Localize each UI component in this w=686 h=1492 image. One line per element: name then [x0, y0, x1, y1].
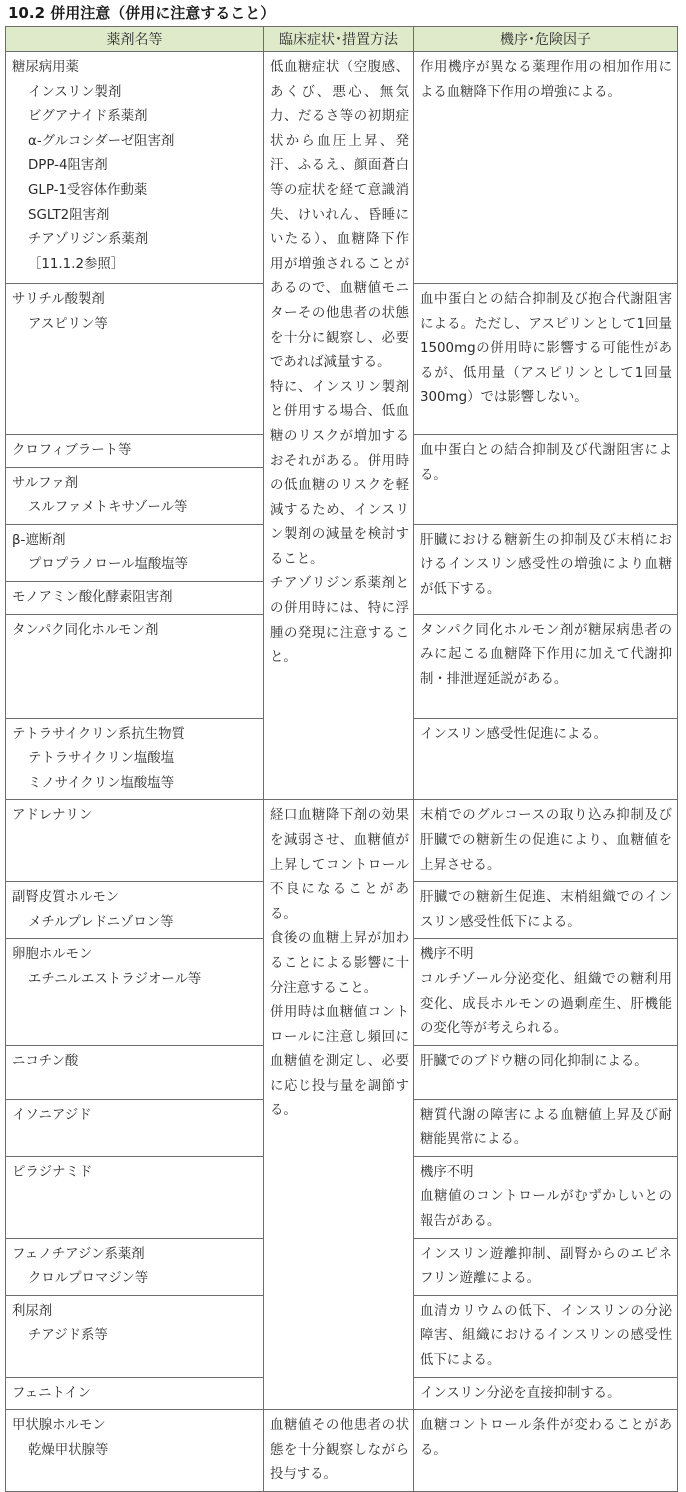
drug-name-cell — [6, 882, 264, 939]
table-header-row — [6, 27, 678, 52]
table-row — [6, 1410, 678, 1492]
drug-example: チアゾリジン系薬剤 — [28, 232, 149, 248]
drug-name: 糖尿病用薬 — [12, 60, 79, 75]
drug-example: DPP-4阻害剤 — [28, 158, 108, 174]
text-line: 作用機序が異なる薬理作用の相加作用による血糖降下作用の増強による。 — [420, 60, 672, 100]
text-line: 肝臓での糖新生促進、末梢組織でのインスリン感受性低下による。 — [420, 890, 672, 930]
drug-example: クロルプロマジン等 — [28, 1271, 149, 1287]
clinical-symptoms-cell — [264, 1410, 414, 1492]
drug-example: SGLT2阻害剤 — [28, 207, 110, 223]
text-line: 食後の血糖上昇が加わることによる影響に十分注意すること。 — [270, 931, 409, 996]
text-line: チアゾリジン系薬剤との併用時には、特に浮腫の発現に注意すること。 — [270, 576, 409, 666]
drug-name-cell — [6, 52, 264, 284]
text-line: インスリン遊離抑制、副腎からのエピネフリン遊離による。 — [420, 1246, 672, 1287]
drug-name: 卵胞ホルモン — [12, 947, 93, 963]
mechanism-cell — [414, 1410, 678, 1492]
drug-example: アスピリン等 — [28, 316, 108, 332]
drug-example: α-グルコシダーゼ阻害剤 — [28, 133, 175, 149]
drug-name: 副腎皮質ホルモン — [12, 890, 120, 906]
mechanism-cell — [414, 435, 678, 525]
drug-name: イソニアジド — [12, 1107, 92, 1123]
drug-name: フェニトイン — [12, 1385, 92, 1401]
table-row — [6, 52, 678, 284]
drug-example: ミノサイクリン塩酸塩等 — [28, 775, 175, 791]
text-line: 機序不明 — [420, 1164, 474, 1180]
drug-name-cell — [6, 939, 264, 1045]
text-line: 血中蛋白との結合抑制及び抱合代謝阻害による。ただし、アスピリンとして1回量1500mgの併用時に影響する可能性があるが、低用量（アスピリンとして1回量300mg）では影響しない。 — [420, 292, 672, 406]
mechanism-cell — [414, 52, 678, 284]
text-line: インスリン感受性促進による。 — [420, 726, 608, 742]
header-drug-name: 薬剤名等 — [6, 27, 264, 52]
drug-name-cell — [6, 614, 264, 718]
text-line: インスリン分泌を直接抑制する。 — [420, 1385, 621, 1401]
header-clinical-symptoms: 臨床症状･措置方法 — [264, 27, 414, 52]
drug-name: ピラジナミド — [12, 1164, 93, 1180]
mechanism-cell — [414, 1099, 678, 1156]
clinical-symptoms-cell — [264, 52, 414, 800]
mechanism-cell — [414, 800, 678, 882]
text-line: 血清カリウムの低下、インスリンの分泌障害、組織におけるインスリンの感受性低下による。 — [420, 1303, 672, 1369]
drug-name-cell — [6, 1045, 264, 1099]
drug-name-cell — [6, 1295, 264, 1377]
drug-name: テトラサイクリン系抗生物質 — [12, 726, 185, 742]
drug-name-cell — [6, 1410, 264, 1492]
mechanism-cell — [414, 1156, 678, 1238]
drug-example: メチルプレドニゾロン等 — [28, 914, 174, 930]
drug-name-cell — [6, 718, 264, 800]
drug-name-cell — [6, 524, 264, 581]
drug-example: プロプラノロール塩酸塩等 — [28, 557, 189, 573]
text-line: 血糖コントロール条件が変わることがある。 — [420, 1418, 672, 1458]
drug-name: ニコチン酸 — [12, 1053, 79, 1069]
text-line: 糖質代謝の障害による血糖値上昇及び耐糖能異常による。 — [420, 1107, 672, 1148]
text-line: 肝臓でのブドウ糖の同化抑制による。 — [420, 1053, 648, 1069]
drug-name: β-遮断剤 — [12, 532, 66, 548]
text-line: 経口血糖降下剤の効果を減弱させ、血糖値が上昇してコントロール不良になることがある。 — [270, 808, 409, 922]
drug-name: 利尿剤 — [12, 1303, 53, 1319]
text-line: 特に、インスリン製剤と併用する場合、低血糖のリスクが増加するおそれがある。併用時の低血糖のリスクを軽減するため、インスリン製剤の減量を検討すること。 — [270, 379, 409, 567]
drug-name: タンパク同化ホルモン剤 — [12, 622, 159, 638]
drug-example: エチニルエストラジオール等 — [28, 971, 202, 987]
drug-example: 乾燥甲状腺等 — [28, 1442, 109, 1458]
drug-name-cell — [6, 800, 264, 882]
drug-name-cell — [6, 581, 264, 614]
drug-name: サリチル酸製剤 — [12, 292, 105, 307]
drug-name-cell — [6, 284, 264, 435]
drug-name: クロフィブラート等 — [12, 443, 132, 458]
drug-name-cell — [6, 467, 264, 524]
text-line: 血中蛋白との結合抑制及び代謝阻害による。 — [420, 443, 672, 483]
drug-example: ビグアナイド系薬剤 — [28, 109, 148, 125]
drug-example: GLP-1受容体作動薬 — [28, 182, 148, 198]
drug-example: チアジド系等 — [28, 1328, 108, 1344]
section-title: 10.2 併用注意（併用に注意すること） — [8, 4, 276, 22]
text-line: 血糖値のコントロールがむずかしいとの報告がある。 — [420, 1189, 672, 1230]
text-line: タンパク同化ホルモン剤が糖尿病患者のみに起こる血糖降下作用に加えて代謝抑制・排泄遅延説がある。 — [420, 622, 672, 687]
drug-name-cell — [6, 1099, 264, 1156]
mechanism-cell — [414, 1238, 678, 1295]
drug-name: サルファ剤 — [12, 475, 79, 491]
text-line: 機序不明 — [420, 947, 474, 963]
text-line: 肝臓における糖新生の抑制及び末梢におけるインスリン感受性の増強により血糖が低下する。 — [420, 532, 672, 597]
text-line: 血糖値その他患者の状態を十分観察しながら投与する。 — [270, 1418, 409, 1483]
drug-name-cell — [6, 435, 264, 468]
drug-name-cell — [6, 1238, 264, 1295]
drug-name: フェノチアジン系薬剤 — [12, 1246, 145, 1262]
mechanism-cell — [414, 524, 678, 614]
drug-name: モノアミン酸化酵素阻害剤 — [12, 589, 173, 605]
header-mechanism: 機序･危険因子 — [414, 27, 678, 52]
text-line: 末梢でのグルコースの取り込み抑制及び肝臓での糖新生の促進により、血糖値を上昇させる。 — [420, 808, 672, 873]
drug-example: スルファメトキサゾール等 — [28, 500, 188, 516]
drug-name: アドレナリン — [12, 808, 93, 824]
mechanism-cell — [414, 1295, 678, 1377]
text-line: 併用時は血糖値コントロールに注意し頻回に血糖値を測定し、必要に応じ投与量を調節する。 — [270, 1005, 409, 1119]
drug-name-cell — [6, 1156, 264, 1238]
mechanism-cell — [414, 284, 678, 435]
drug-example: ［11.1.2参照］ — [28, 256, 125, 272]
mechanism-cell — [414, 718, 678, 800]
mechanism-cell — [414, 614, 678, 718]
mechanism-cell — [414, 882, 678, 939]
clinical-symptoms-cell — [264, 800, 414, 1410]
interaction-table — [5, 26, 678, 1492]
mechanism-cell — [414, 1377, 678, 1410]
text-line: 低血糖症状（空腹感、あくび、悪心、無気力、だるさ等の初期症状から血圧上昇、発汗、ふるえ、顔面蒼白等の症状を経て意識消失、けいれん、昏睡にいたる）、血糖降下作用が増強されることがあるので、血糖値モニターその他患者の状態を十分に観察し、必要であれば減量する。 — [270, 60, 409, 371]
text-line: コルチゾール分泌変化、組織での糖利用変化、成長ホルモンの過剰産生、肝機能の変化等が考えられる。 — [420, 971, 672, 1037]
table-row — [6, 800, 678, 882]
drug-name: 甲状腺ホルモン — [12, 1418, 106, 1434]
mechanism-cell — [414, 939, 678, 1045]
drug-name-cell — [6, 1377, 264, 1410]
drug-example: インスリン製剤 — [28, 84, 122, 100]
drug-example: テトラサイクリン塩酸塩 — [28, 751, 175, 767]
mechanism-cell — [414, 1045, 678, 1099]
